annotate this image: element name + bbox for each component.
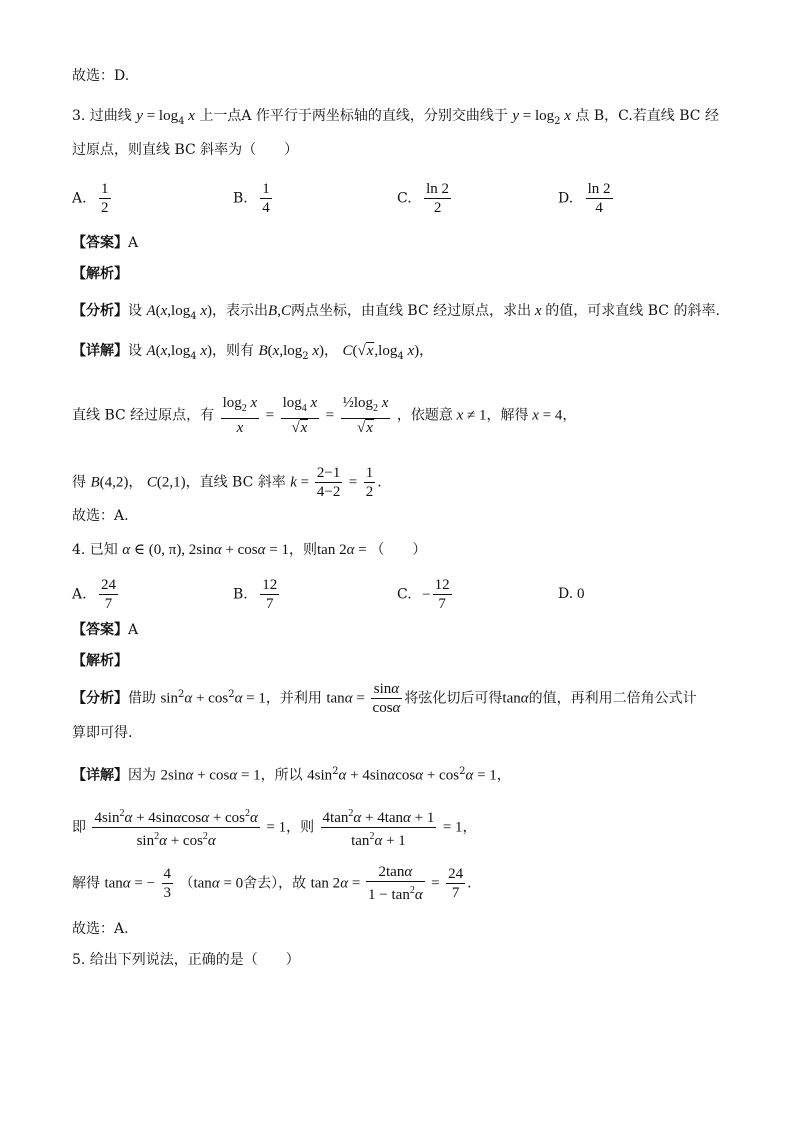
q4-fenxi: 【分析】借助 $\sin^2\alpha + \cos^2\alpha = 1$，并利用 tanα = $\frac{\sin\alpha}{\cos\alpha}$ 将弦化切后可得tanα的值，再利用二倍角公式计 (72, 681, 697, 716)
q3-detail-line3: 得 B(4,2)， C(2,1)，直线 BC 斜率 k = $\frac{2-1}{4-2}$ = $\frac{1}{2}$ . (72, 465, 382, 500)
q3-fenxi: 【分析】设 $A(x,\log_4$ x)，表示出B,C两点坐标，由直线 BC 经过原点，求出 x 的值，可求直线 BC 的斜率. (72, 303, 720, 322)
prev-answer-line: 故选：D. (72, 68, 130, 84)
q4-stem: 4. 已知 α ∈ (0, π), 2sinα + cosα = 1，则tan 2α = （ ） (72, 542, 427, 558)
q3-curve2: y (512, 108, 520, 124)
q4-detail-line3: 解得 tanα = − $\frac{4}{3}$ （tanα = 0舍去），故 tan 2α = $\frac{2\tan\alpha}{1 - \tan^2\alpha}$ = $\frac{24}{7}$ . (72, 864, 472, 903)
q3-option-a: A. $\frac{1}{2}$ (72, 181, 109, 216)
q3-analysis-tag: 【解析】 (72, 266, 128, 282)
q4-fenxi-line2: 算即可得. (72, 725, 133, 741)
q3-stem-line1: 3. 过曲线 $y = \log_4 x$ 上一点A 作平行于两坐标轴的直线，分别交曲线于 $y = \log_2 x$ 点 B，C.若直线 BC 经 (72, 108, 719, 127)
q3-detail-line2: 直线 BC 经过原点，有 $\frac{\log_2 x}{x}$ = $\frac{\log_4 x}{√x}$ = $\frac{\frac{1}{2}\log_2 x}{√x}$ ，依题意 x ≠ 1，解得 x = 4， (72, 395, 577, 436)
q3-option-d: D. $\frac{\ln 2}{4}$ (558, 181, 611, 216)
q4-final: 故选：A. (72, 921, 129, 937)
q3-option-c: C. $\frac{\ln 2}{2}$ (397, 181, 450, 216)
q4-option-c: C. − $\frac{12}{7}$ (397, 577, 450, 612)
q3-answer: 【答案】A (72, 235, 139, 251)
q5-stem: 5. 给出下列说法，正确的是（ ） (72, 952, 300, 968)
q4-detail-line2: 即 $\frac{4\sin^2\alpha + 4\sin\alpha\cos\alpha + \cos^2\alpha}{\sin^2\alpha + \cos^2\alpha}$ = 1，则 $\frac{4\tan^2\alpha + 4\tan\alpha + 1}{\tan^2\alpha + 1}$ = 1， (72, 805, 477, 850)
q4-option-b: B. $\frac{12}{7}$ (233, 577, 278, 612)
q3-final: 故选：A. (72, 508, 129, 524)
q3-xiangjie: 【详解】设 $A(x,\log_4$ x)，则有 $B(x,\log_2$ x)， $C(√x,\log_4$ x)， (72, 343, 434, 362)
q4-option-a: A. $\frac{24}{7}$ (72, 577, 117, 612)
q4-answer: 【答案】A (72, 622, 139, 638)
q4-xiangjie: 【详解】因为 2sinα + cosα = 1，所以 $4\sin^2\alpha + 4\sin\alpha\cos\alpha + \cos^2\alpha = 1$， (72, 766, 511, 784)
q3-curve1: y (136, 108, 143, 124)
q4-option-d: D. 0 (558, 586, 585, 602)
q3-stem-line2: 过原点，则直线 BC 斜率为（ ） (72, 142, 299, 158)
q3-option-b: B. $\frac{1}{4}$ (233, 181, 270, 216)
q4-analysis-tag: 【解析】 (72, 653, 128, 669)
